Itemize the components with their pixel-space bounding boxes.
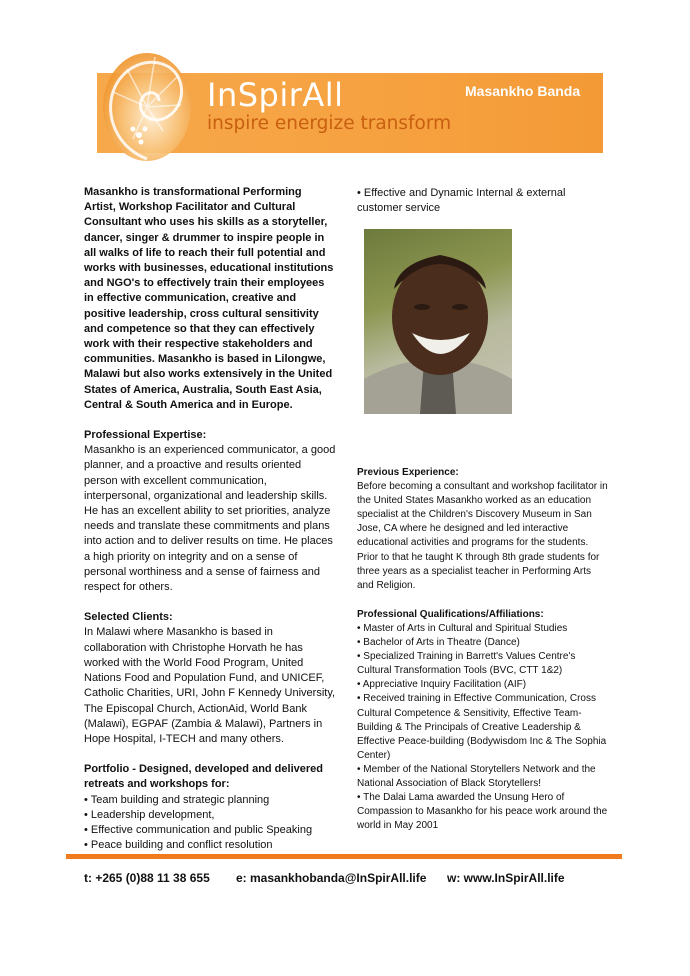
brand-tagline: inspire energize transform <box>207 113 452 134</box>
expertise-heading: Professional Expertise: <box>84 429 207 442</box>
previous-heading: Previous Experience: <box>357 467 459 478</box>
portfolio-item: • Team building and strategic planning <box>84 793 270 806</box>
qualification-item: • Bachelor of Arts in Theatre (Dance) <box>357 637 520 649</box>
footer-website[interactable]: w: www.InSpirAll.life <box>447 871 565 885</box>
intro-text: Masankho is transformational Performing Artist, Workshop Facilitator and Cultural Consultant who uses his skills as a storyteller, dancer, singer & drummer to inspire people in all walks of life to reach their full potential and works with businesses, educational institutions and NGO's to effectively train their employees in effective communication, creative and positive leadership, cross cultural sensitivity and competence so that they can effectively work with their respective stakeholders and communities. Masankho is based in Lilongwe, Malawi but also works extensively in the United States of America, Australia, South East Asia, Central & South America and in Europe. <box>84 186 334 411</box>
clients-text: In Malawi where Masankho is based in collaboration with Christophe Horvath he has worked with the World Food Program, United Nations Food and Population Fund, and UNICEF, Catholic Charities, URI, John F Kennedy University, The Episcopal Church, ActionAid, World Bank (Malawi), EGPAF (Zambia & Malawi), Partners in Hope Hospital, I-TECH and many others. <box>84 626 336 745</box>
clients-heading: Selected Clients: <box>84 611 173 624</box>
portfolio-item: • Peace building and conflict resolution <box>84 839 273 852</box>
service-item: • Effective and Dynamic Internal & external customer service <box>357 187 566 214</box>
expertise-text: Masankho is an experienced communicator, a good planner, and a proactive and results oriented person with excellent communication, interpersonal, organizational and leadership skills. He has an excellent ability to set priorities, analyze needs and translate these commitments and plans into action and to deliver results on time. He places a high priority on integrity and on a sense of personal worthiness and a sense of fairness and respect for others. <box>84 444 336 594</box>
qualification-item: • Specialized Training in Barrett's Values Centre's Cultural Transformation Tools (BVC, CTT 1&2) <box>357 651 576 677</box>
portrait-photo <box>364 229 512 414</box>
nautilus-shell-logo <box>97 47 197 163</box>
left-column <box>84 185 336 853</box>
qualification-item: • Member of the National Storytellers Network and the National Association of Black Storytellers! <box>357 763 596 789</box>
qualification-item: • Appreciative Inquiry Facilitation (AIF) <box>357 679 527 691</box>
footer-phone: t: +265 (0)88 11 38 655 <box>84 871 210 885</box>
qualification-item: • Received training in Effective Communication, Cross Cultural Competence & Sensitivity, Effective Team-Building & The Principals of Creative Leadership & Effective Peace-building (Bodywisdom Inc & The Sophia Center) <box>357 693 607 761</box>
brand-name: InSpirAll <box>207 76 344 114</box>
portfolio-heading: Portfolio - Designed, developed and delivered retreats and workshops for: <box>84 763 323 791</box>
qualifications-heading: Professional Qualifications/Affiliations: <box>357 608 544 620</box>
footer-email[interactable]: e: masankhobanda@InSpirAll.life <box>236 871 427 885</box>
portfolio-item: • Effective communication and public Speaking <box>84 823 313 836</box>
previous-text: Before becoming a consultant and workshop facilitator in the United States Masankho worked as an education specialist at the Children's Discovery Museum in San Jose, CA where he designed and led interactive educational activities and programs for the students. Prior to that he taught K through 8th grade students for three years as a specialist teacher in Performing Arts and Religion. <box>357 481 608 591</box>
portfolio-item: • Leadership development, <box>84 808 215 821</box>
footer-divider <box>66 854 622 859</box>
qualification-item: • Master of Arts in Cultural and Spiritual Studies <box>357 622 568 634</box>
qualification-item: • The Dalai Lama awarded the Unsung Hero of Compassion to Masankho for his peace work around the world in May 2001 <box>357 792 608 832</box>
person-name: Masankho Banda <box>465 83 581 99</box>
